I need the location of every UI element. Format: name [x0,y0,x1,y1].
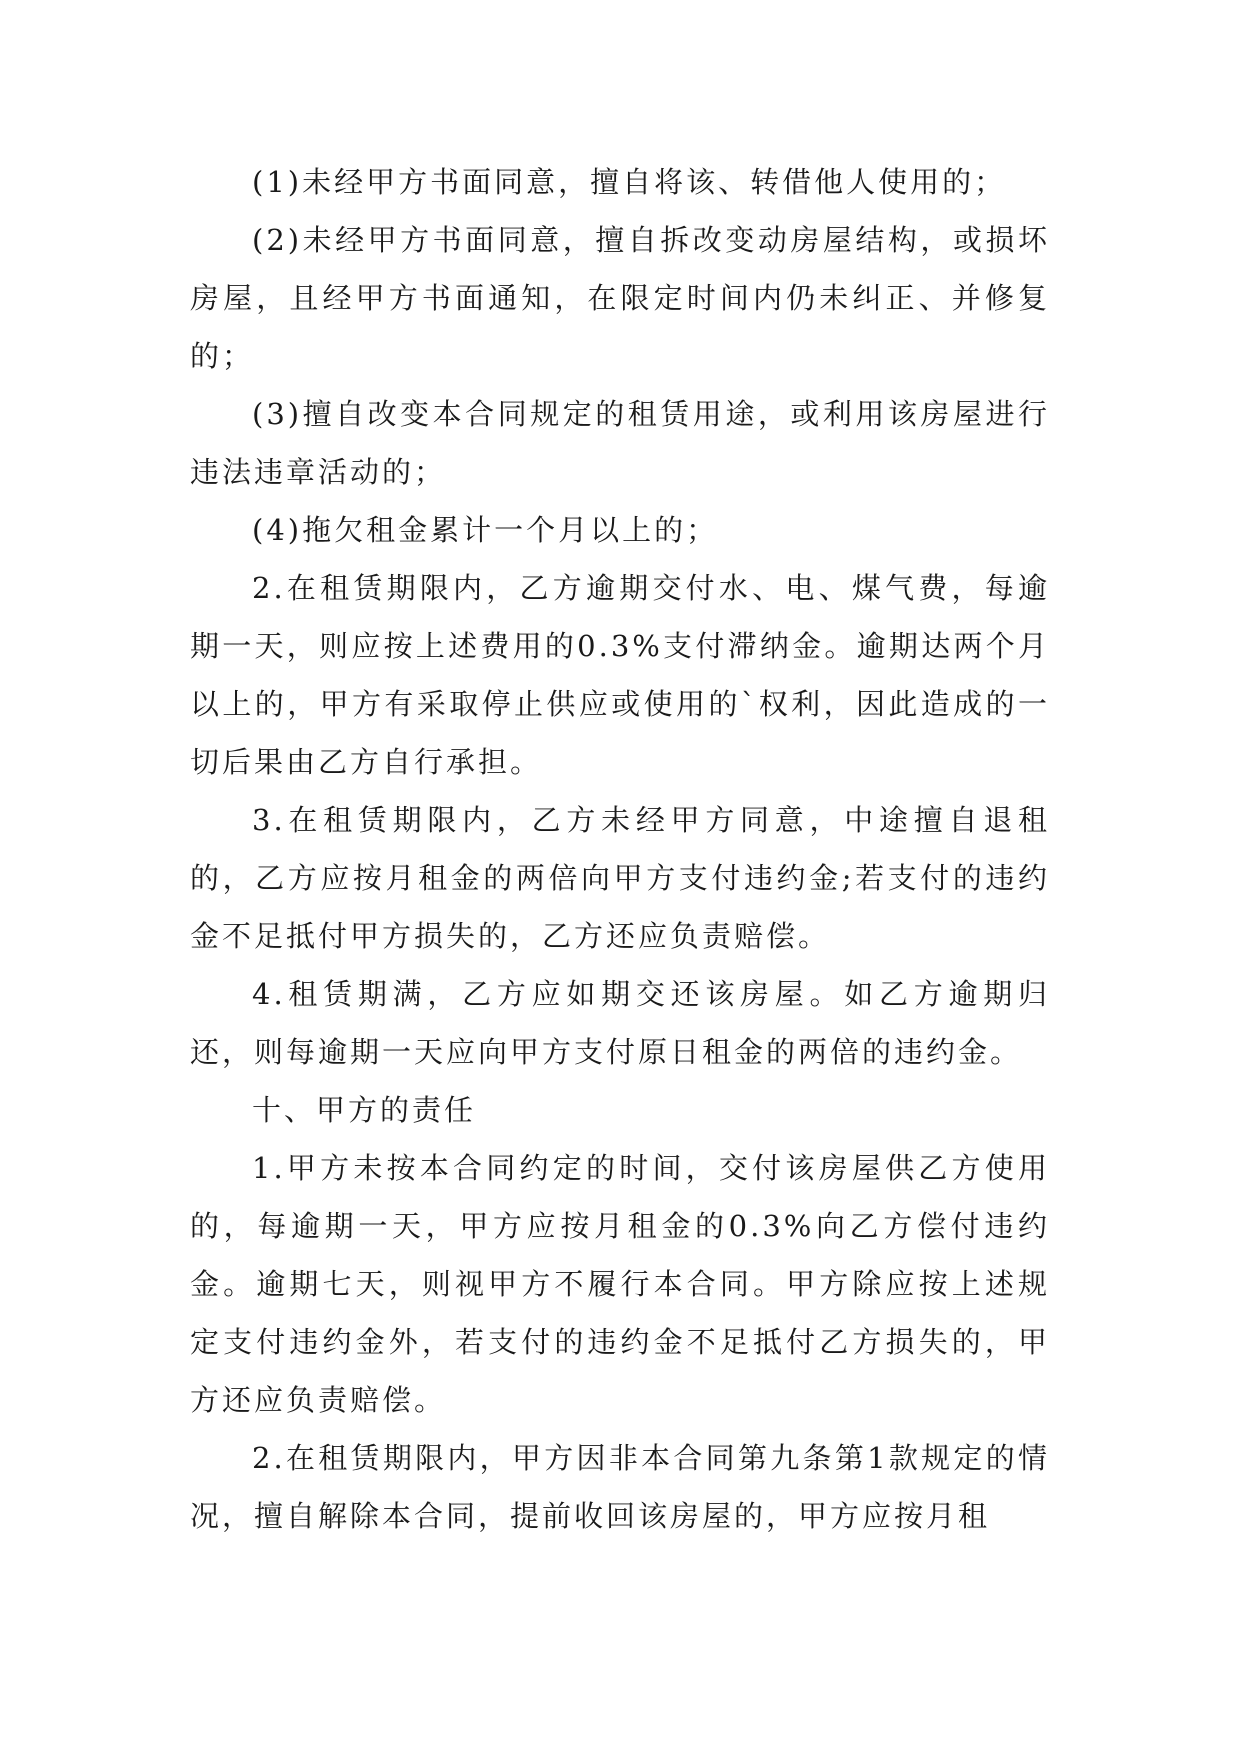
paragraph-item-2: 2.在租赁期限内，乙方逾期交付水、电、煤气费，每逾期一天，则应按上述费用的0.3%支付滞纳金。逾期达两个月以上的，甲方有采取停止供应或使用的`权利，因此造成的一切后果由乙方自行承担。 [190,571,1050,779]
paragraph-duty-1: 1.甲方未按本合同约定的时间，交付该房屋供乙方使用的，每逾期一天，甲方应按月租金的0.3%向乙方偿付违约金。逾期七天，则视甲方不履行本合同。甲方除应按上述规定支付违约金外，若支付的违约金不足抵付乙方损失的，甲方还应负责赔偿。 [190,1151,1050,1417]
paragraph-item-3: 3.在租赁期限内，乙方未经甲方同意，中途擅自退租的，乙方应按月租金的两倍向甲方支付违约金;若支付的违约金不足抵付甲方损失的，乙方还应负责赔偿。 [190,803,1050,953]
paragraph-clause-4: (4)拖欠租金累计一个月以上的； [252,513,719,547]
paragraph-clause-2: (2)未经甲方书面同意，擅自拆改变动房屋结构，或损坏房屋，且经甲方书面通知，在限定时间内仍未纠正、并修复的； [190,223,1050,373]
paragraph-duty-2: 2.在租赁期限内，甲方因非本合同第九条第1款规定的情况，擅自解除本合同，提前收回该房屋的，甲方应按月租 [190,1441,1050,1533]
document-body [190,153,1050,1545]
paragraph-clause-3: (3)擅自改变本合同规定的租赁用途，或利用该房屋进行违法违章活动的； [190,397,1050,489]
section-heading: 十、甲方的责任 [252,1093,477,1127]
paragraph-item-4: 4.租赁期满，乙方应如期交还该房屋。如乙方逾期归还，则每逾期一天应向甲方支付原日租金的两倍的违约金。 [190,977,1050,1069]
paragraph-clause-1: (1)未经甲方书面同意，擅自将该、转借他人使用的； [252,165,1007,199]
